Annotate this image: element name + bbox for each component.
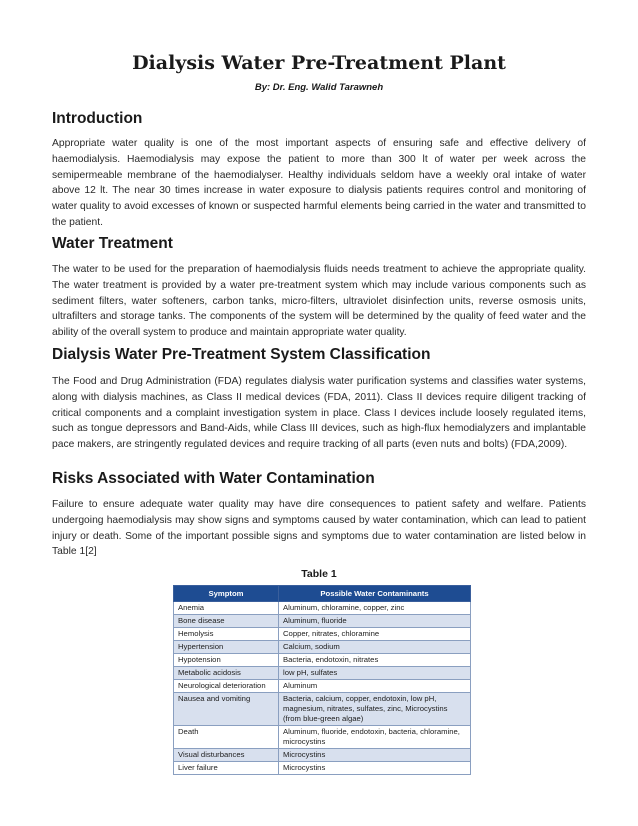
symptom-cell: Nausea and vomiting bbox=[174, 693, 279, 726]
document-title: Dialysis Water Pre-Treatment Plant bbox=[132, 52, 506, 74]
symptom-cell: Visual disturbances bbox=[174, 749, 279, 762]
contaminant-cell: Microcystins bbox=[279, 749, 471, 762]
contaminant-cell: Aluminum, fluoride bbox=[279, 615, 471, 628]
heading-water-treatment: Water Treatment bbox=[52, 235, 173, 252]
symptom-cell: Hypertension bbox=[174, 641, 279, 654]
symptom-cell: Death bbox=[174, 726, 279, 749]
contaminant-cell: low pH, sulfates bbox=[279, 667, 471, 680]
symptom-cell: Neurological deterioration bbox=[174, 680, 279, 693]
symptom-cell: Liver failure bbox=[174, 762, 279, 775]
header-symptom: Symptom bbox=[174, 586, 279, 602]
table-row bbox=[174, 680, 471, 693]
contaminant-cell: Aluminum bbox=[279, 680, 471, 693]
document-author: By: Dr. Eng. Walid Tarawneh bbox=[254, 82, 384, 93]
table-row bbox=[174, 615, 471, 628]
contaminant-cell: Calcium, sodium bbox=[279, 641, 471, 654]
table-caption: Table 1 bbox=[301, 568, 337, 580]
contaminant-cell: Aluminum, chloramine, copper, zinc bbox=[279, 602, 471, 615]
paragraph-risks-contamination: Failure to ensure adequate water quality may have dire consequences to patient safety and welfare. Patients undergoing haemodialysis may show signs and symptoms caused by water contamination, which can lead to patient injury or death. Some of the important possible signs and symptoms due to water contamination are listed below in Table 1[2] bbox=[52, 499, 586, 558]
contaminant-cell: Bacteria, endotoxin, nitrates bbox=[279, 654, 471, 667]
table-row bbox=[174, 667, 471, 680]
symptom-cell: Hemolysis bbox=[174, 628, 279, 641]
table-header-row bbox=[174, 586, 471, 602]
contaminant-cell: Microcystins bbox=[279, 762, 471, 775]
paragraph-introduction: Appropriate water quality is one of the most important aspects of ensuring safe and effective delivery of haemodialysis. Haemodialysis may expose the patient to more than 300 lt of water per week across the semipermeable membrane of the haemodialyser. Healthy individuals seldom have a weekly oral intake of water above 12 lt. The near 30 times increase in water exposure to dialysis patients requires control and monitoring of water quality to avoid excesses of known or suspected harmful elements being carried in the water and transmitted to the patient. bbox=[52, 138, 587, 228]
table-row bbox=[174, 726, 471, 749]
symptom-cell: Bone disease bbox=[174, 615, 279, 628]
table-row bbox=[174, 641, 471, 654]
symptom-cell: Metabolic acidosis bbox=[174, 667, 279, 680]
header-contaminants: Possible Water Contaminants bbox=[279, 586, 471, 602]
table-row bbox=[174, 654, 471, 667]
heading-risks-contamination: Risks Associated with Water Contamination bbox=[52, 470, 375, 487]
table-row bbox=[174, 762, 471, 775]
contaminant-cell: Aluminum, fluoride, endotoxin, bacteria, chloramine, microcystins bbox=[279, 726, 471, 749]
contaminant-cell: Copper, nitrates, chloramine bbox=[279, 628, 471, 641]
symptom-cell: Anemia bbox=[174, 602, 279, 615]
table-row bbox=[174, 749, 471, 762]
contaminant-cell: Bacteria, calcium, copper, endotoxin, low pH, magnesium, nitrates, sulfates, zinc, Microcystins (from blue-green algae) bbox=[279, 693, 471, 726]
heading-introduction: Introduction bbox=[52, 110, 143, 127]
symptom-cell: Hypotension bbox=[174, 654, 279, 667]
heading-system-classification: Dialysis Water Pre-Treatment System Classification bbox=[52, 346, 431, 363]
table-row bbox=[174, 602, 471, 615]
table-row bbox=[174, 693, 471, 726]
paragraph-water-treatment: The water to be used for the preparation of haemodialysis fluids needs treatment to achieve the appropriate quality. The water treatment is provided by a water pre-treatment system which may include various components such as sediment filters, water softeners, carbon tanks, micro-filters, ultraviolet disinfection units, reverse osmosis units, ultrafilters and storage tanks. The components of the system will be determined by the quality of feed water and the ability of the overall system to produce and maintain appropriate water quality. bbox=[52, 264, 586, 339]
contaminants-table bbox=[173, 585, 471, 775]
table-row bbox=[174, 628, 471, 641]
paragraph-system-classification: The Food and Drug Administration (FDA) regulates dialysis water purification systems and classifies water systems, along with dialysis machines, as Class II medical devices (FDA, 2011). Class II devices require diligent tracking of critical components and a complaint investigation system in place. Class I devices include loosely regulated items, such as tongue depressors and Band-Aids, while Class III devices, such as high-flux hemodialyzers and implantable pace makers, are stringently regulated devices and require tracking of all parts (even nuts and bolts) (FDA,2009). bbox=[52, 376, 586, 451]
